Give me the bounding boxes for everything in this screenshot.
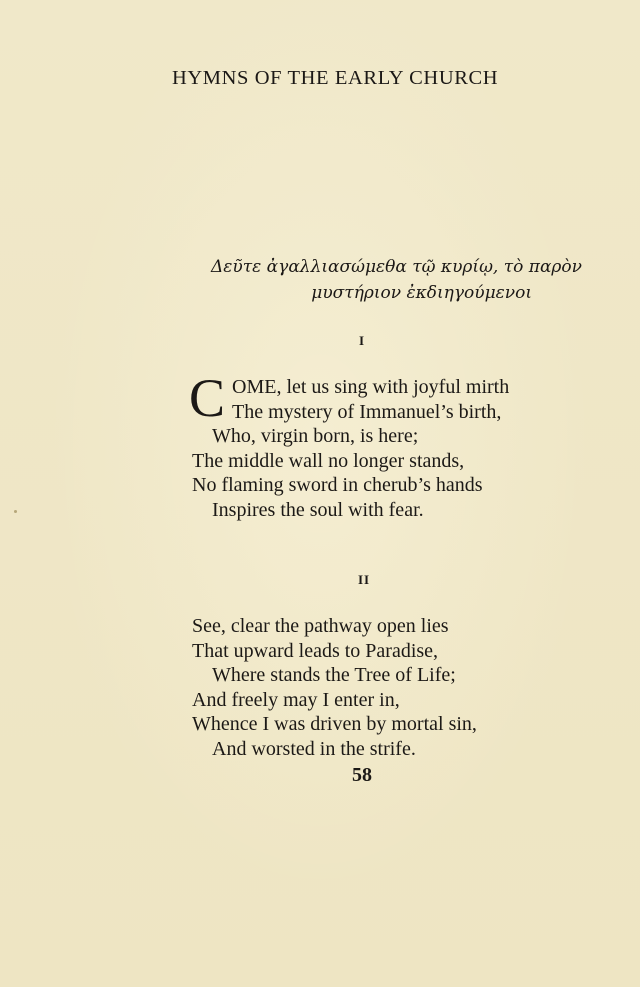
section-numeral-2: II xyxy=(358,572,371,587)
verse-line: OME, let us sing with joyful mirth xyxy=(232,376,510,398)
stanza-2 xyxy=(192,614,477,762)
stanza-1 xyxy=(192,375,509,523)
page-number: 58 xyxy=(352,764,372,786)
verse-line: Whence I was driven by mortal sin, xyxy=(192,713,477,736)
drop-cap: C xyxy=(189,368,226,428)
verse-line: And worsted in the strife. xyxy=(212,737,416,760)
running-head: HYMNS OF THE EARLY CHURCH xyxy=(172,67,499,89)
section-numeral-1: I xyxy=(359,333,366,348)
verse-line: No flaming sword in cherub’s hands xyxy=(192,474,483,497)
verse-line: See, clear the pathway open lies xyxy=(192,615,449,637)
greek-epigraph-line-2: μυστήριον ἐκδιηγούμενοι xyxy=(311,283,532,303)
verse-line: That upward leads to Paradise, xyxy=(192,639,439,662)
verse-line: Who, virgin born, is here; xyxy=(212,425,419,448)
verse-line: The mystery of Immanuel’s birth, xyxy=(232,400,502,423)
paper-speck xyxy=(14,510,17,513)
greek-epigraph-line-1: Δεῦτε ἀγαλλιασώμεθα τῷ κυρίῳ, τὸ παρὸν xyxy=(211,257,582,277)
verse-line: Where stands the Tree of Life; xyxy=(212,664,456,687)
verse-line: The middle wall no longer stands, xyxy=(192,449,465,472)
verse-line: Inspires the soul with fear. xyxy=(212,498,424,521)
verse-line: And freely may I enter in, xyxy=(192,688,400,711)
